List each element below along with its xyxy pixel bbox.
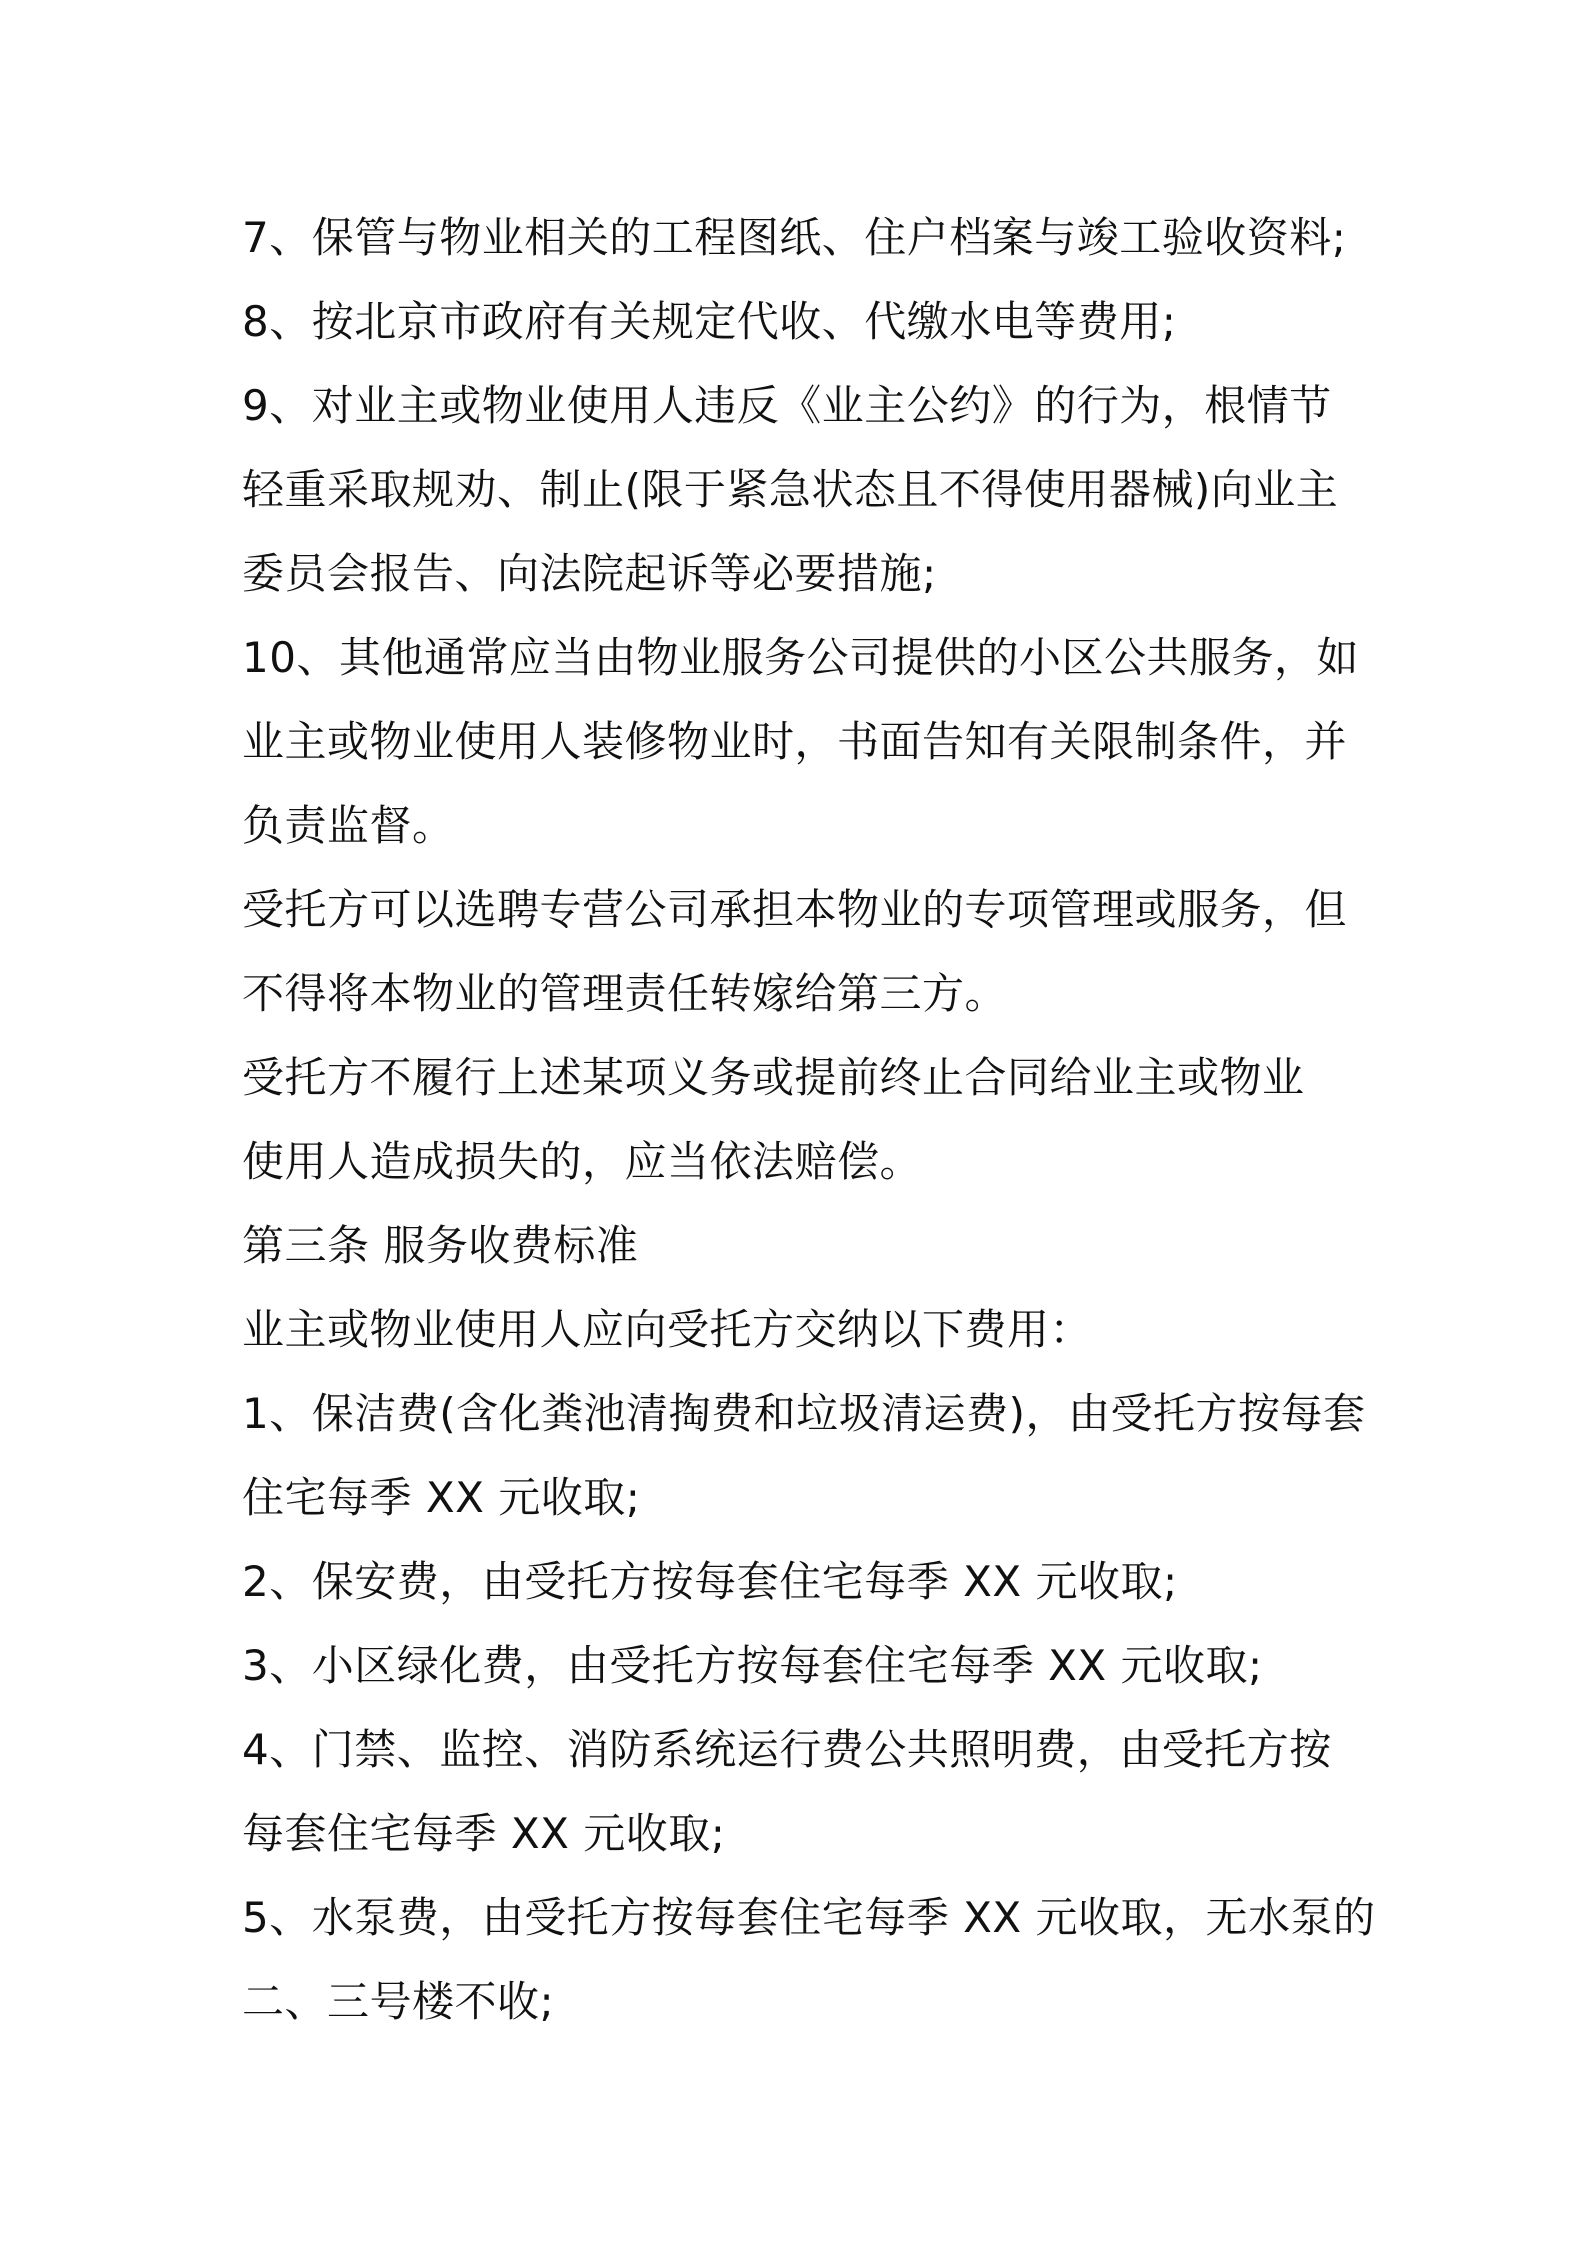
text-line: 4、门禁、监控、消防系统运行费公共照明费，由受托方按 (242, 1725, 1332, 1774)
text-line: 业主或物业使用人应向受托方交纳以下费用： (242, 1305, 1093, 1354)
text-line: 每套住宅每季 XX 元收取; (242, 1809, 726, 1858)
section-heading: 第三条 服务收费标准 (242, 1221, 639, 1270)
text-line: 受托方不履行上述某项义务或提前终止合同给业主或物业 (242, 1053, 1305, 1102)
text-line: 9、对业主或物业使用人违反《业主公约》的行为，根情节 (242, 381, 1332, 430)
text-line: 8、按北京市政府有关规定代收、代缴水电等费用; (242, 297, 1177, 346)
text-line: 委员会报告、向法院起诉等必要措施; (242, 549, 937, 598)
text-line: 受托方可以选聘专营公司承担本物业的专项管理或服务，但 (242, 885, 1348, 934)
document-body (242, 196, 1376, 2044)
text-line: 2、保安费，由受托方按每套住宅每季 XX 元收取; (242, 1557, 1178, 1606)
text-line: 10、其他通常应当由物业服务公司提供的小区公共服务，如 (242, 633, 1359, 682)
text-line: 轻重采取规劝、制止(限于紧急状态且不得使用器械)向业主 (242, 465, 1339, 514)
text-line: 不得将本物业的管理责任转嫁给第三方。 (242, 969, 1008, 1018)
text-line: 使用人造成损失的，应当依法赔偿。 (242, 1137, 923, 1186)
text-line: 5、水泵费，由受托方按每套住宅每季 XX 元收取，无水泵的 (242, 1893, 1376, 1942)
text-line: 3、小区绿化费，由受托方按每套住宅每季 XX 元收取; (242, 1641, 1263, 1690)
text-line: 1、保洁费(含化粪池清掏费和垃圾清运费)，由受托方按每套 (242, 1389, 1366, 1438)
text-line: 二、三号楼不收; (242, 1977, 555, 2026)
text-line: 住宅每季 XX 元收取; (242, 1473, 641, 1522)
text-line: 负责监督。 (242, 801, 455, 850)
text-line: 7、保管与物业相关的工程图纸、住户档案与竣工验收资料; (242, 213, 1347, 262)
text-line: 业主或物业使用人装修物业时，书面告知有关限制条件，并 (242, 717, 1348, 766)
